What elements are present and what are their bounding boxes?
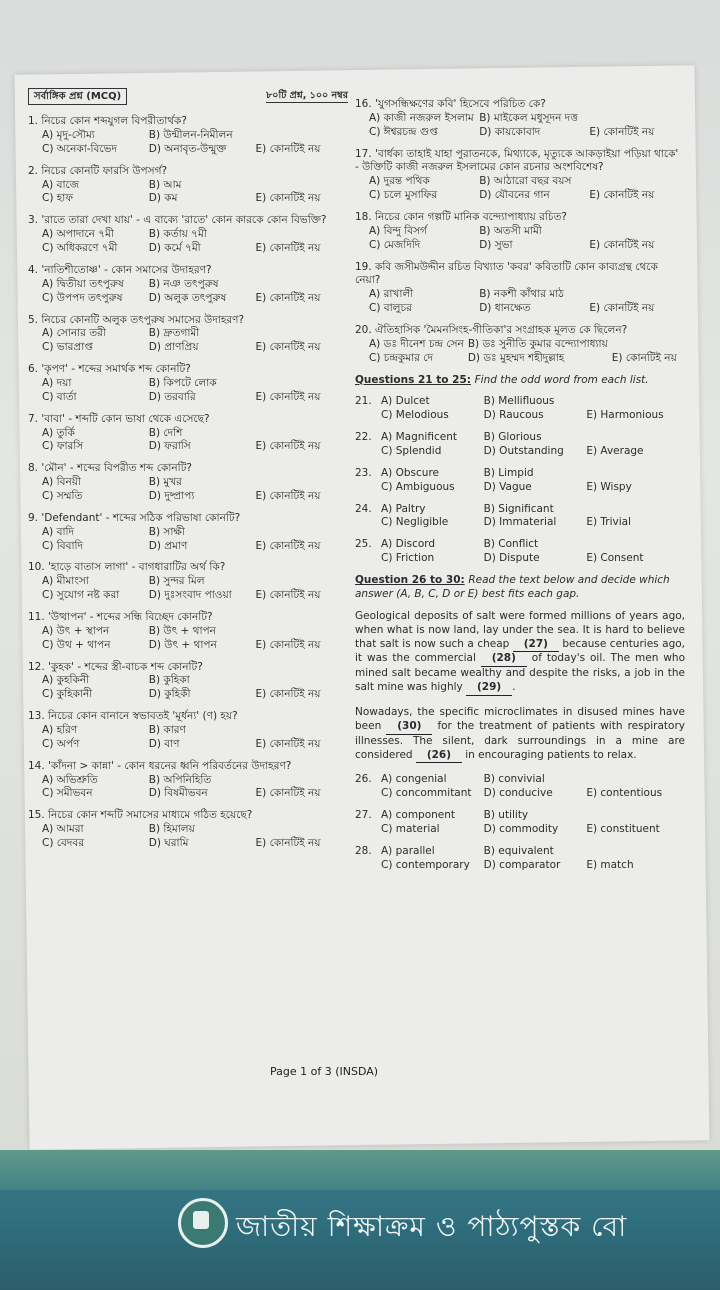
question-text: 16. 'যুগসন্ধিক্ষণের কবি' হিসেবে পরিচিত কে? [355,98,546,110]
left-column [28,88,348,859]
section-heading-26-30 [355,574,685,602]
board-logo-icon [178,1198,228,1248]
option-a: A) মৃদু-সৌম্য [42,129,95,142]
option-d: D) Immaterial [483,516,557,529]
question-item [355,431,685,459]
passage-text: Nowadays, the specific microclimates in disused mines have been [355,705,685,732]
option-d: D) comparator [483,858,561,871]
answer-options [28,674,348,702]
section-label: সর্বাঙ্গিক প্রশ্ন (MCQ) [28,88,127,105]
option-c: C) ঈশ্বরচন্দ্র গুপ্ত [369,125,438,138]
answer-options [28,526,348,554]
question-text: 9. 'Defendant' - শব্দের সঠিক পরিভাষা কোনটি? [28,511,241,524]
option-a: A) রাখালী [369,288,414,301]
option-d: D) ধানক্ষেত [479,302,531,315]
option-b: B) দ্রুতগামী [148,327,200,340]
banner-wave [0,1150,720,1190]
option-b: B) ডঃ সুনীতি কুমার বন্দ্যোপাধ্যায় [467,337,608,350]
option-a: A) Discord [381,538,436,551]
option-e: E) কোনটিই নয় [589,125,655,138]
option-b: B) Limpid [483,466,534,479]
passage-text: Geological deposits of salt were formed millions of years ago, when what is now land, lay under the sea. It is hard to believe that salt is now such a cheap [355,609,685,650]
option-a: A) কাজী নজরুল ইসলাম [369,111,474,124]
option-e: E) কোনটিই নয় [255,390,321,403]
option-e: E) constituent [586,822,660,835]
answer-options [28,724,348,752]
answer-options [28,427,348,455]
answer-options [355,225,685,253]
question-item [28,115,348,157]
option-b: B) কিপটে লোক [148,376,217,389]
question-item [355,538,685,566]
option-a: A) বাদি [42,525,75,538]
answer-options [28,774,348,802]
question-item [355,773,685,801]
option-e: E) Wispy [586,480,632,493]
answer-options [355,845,685,873]
option-a: A) উৎ + স্থাপন [42,624,110,637]
option-d: D) Outstanding [483,445,564,458]
right-column [355,98,685,881]
option-c: C) সুযোগ নষ্ট করা [42,589,120,602]
option-b: B) কর্তায় ৭মী [148,228,207,241]
question-text: 7. 'বাবা' - শব্দটি কোন ভাষা থেকে এসেছে? [28,412,210,425]
answer-options [355,809,685,837]
question-text: 13. নিচের কোন বানানে স্বভাবতই 'মূর্ধন্য' (ণ) হয়? [28,710,238,723]
question-text: 6. 'কৃপণ' - শব্দের সমার্থক শব্দ কোনটি? [28,363,191,376]
question-item [355,211,685,253]
option-d: D) অনাবৃত-উন্মুক্ত [148,142,227,155]
option-d: D) commodity [483,822,559,835]
question-item [355,503,685,531]
question-text: 14. 'কাঁদনা > কান্না' - কোন ধরনের ধ্বনি পরিবর্তনের উদাহরণ? [28,759,292,772]
question-text: 12. 'কুহক' - শব্দের স্ত্রী-বাচক শব্দ কোনটি? [28,660,203,673]
option-b: B) মুখর [148,476,182,489]
question-text: 20. ঐতিহাসিক 'মৈমনসিংহ-গীতিকা'র সংগ্রাহক মূলত কে ছিলেন? [355,324,628,337]
page-footer: Page 1 of 3 (INSDA) [270,1065,379,1078]
option-c: C) চলে মুসাফির [369,189,438,202]
option-e: E) Harmonious [586,409,664,422]
answer-options [28,377,348,405]
question-number: 25. [355,538,372,551]
answer-options [28,179,348,207]
option-d: D) তরবারি [148,390,196,403]
option-a: A) অপাদানে ৭মী [42,228,114,241]
option-a: A) দয়া [42,376,72,389]
question-number: 27. [355,809,372,822]
option-c: C) চন্দ্রকুমার দে [369,351,434,364]
question-item [28,214,348,256]
gap-27: (27) [513,638,559,653]
section-heading-21-25 [355,374,685,388]
question-item [355,467,685,495]
question-item [28,314,348,356]
option-b: B) অতসী মামী [479,224,542,237]
answer-options [355,538,685,566]
option-c: C) বেদবর [42,837,85,849]
option-e: E) কোনটিই নয় [255,688,321,701]
option-a: A) congenial [381,773,447,786]
question-number: 28. [355,844,372,857]
question-item [355,98,685,140]
option-c: C) ভারপ্রাপ্ত [42,341,93,354]
option-a: A) বিনয়ী [42,476,81,489]
answer-options [28,625,348,653]
answer-options [355,467,685,495]
option-a: A) অভিশ্রুতি [42,773,98,786]
option-e: E) কোনটিই নয় [255,737,321,750]
option-b: B) আম [148,178,182,191]
section-title: Question 26 to 30: [355,574,465,587]
option-e: E) কোনটিই নয় [611,351,677,364]
question-item [28,165,348,207]
option-e: E) কোনটিই নয় [589,238,655,251]
question-text: 5. নিচের কোনটি অলুক তৎপুরুষ সমাসের উদাহরণ? [28,313,245,326]
option-b: B) অপিনিহিতি [148,773,212,786]
option-a: A) Magnificent [381,431,457,444]
option-a: A) বাজে [42,178,80,191]
option-e: E) Average [586,445,644,458]
option-c: C) concommitant [381,787,472,800]
option-c: C) বার্তা [42,390,77,403]
option-d: D) দুষ্প্রাপ্য [148,489,195,502]
option-a: A) parallel [381,844,435,857]
question-number: 22. [355,431,372,444]
option-d: D) প্রাণপ্রিয় [148,341,199,354]
gap-30: (30) [386,720,432,735]
option-b: B) নকশী কাঁথার মাঠ [479,288,564,301]
option-b: B) নঞ তৎপুরুষ [148,277,219,290]
passage-paragraph-2 [355,706,685,763]
gap-29: (29) [466,681,512,696]
passage-text: because centuries ago, it was the commercial [355,637,685,665]
option-d: D) উৎ + থাপন [148,638,217,651]
answer-options [28,575,348,603]
question-text: 1. নিচের কোন শব্দযুগল বিপরীতার্থক? [28,115,187,128]
question-item [355,324,685,366]
question-item [28,809,348,851]
answer-options [28,129,348,157]
option-b: B) উৎ + থাপন [148,624,216,637]
answer-options [355,288,685,316]
answer-options [355,773,685,801]
answer-options [355,112,685,140]
option-e: E) কোনটিই নয় [255,787,321,800]
question-item [355,845,685,873]
question-item [28,512,348,554]
question-text: 10. 'হাড়ে বাতাস লাগা' - বাগধারাটির অর্থ কি? [28,561,226,574]
option-e: E) কোনটিই নয় [255,242,321,255]
option-c: C) material [381,822,440,835]
option-a: A) দুরন্ত পথিক [369,175,430,188]
question-item [28,760,348,802]
option-c: C) ফারসি [42,440,84,453]
question-item [355,809,685,837]
section-instruction: Find the odd word from each list. [474,373,649,386]
answer-options [28,327,348,355]
option-e: E) Trivial [586,516,631,529]
option-b: B) মাইকেল মধুসূদন দত্ত [479,111,578,124]
option-b: B) Mellifluous [483,395,555,408]
option-c: C) Splendid [381,445,442,458]
option-d: D) ফরাসি [148,440,191,453]
option-d: D) অলুক তৎপুরুষ [148,291,227,304]
option-c: C) অর্পণ [42,737,80,750]
question-text: 15. নিচের কোন শব্দটি সমাসের মাধ্যমে গঠিত হয়েছে? [28,809,253,822]
question-item [355,395,685,423]
question-text: 3. 'রাতে তারা দেখা যায়' - এ বাক্যে 'রাতে' কোন কারকে কোন বিভক্তি? [28,214,327,227]
option-a: A) component [381,809,456,822]
question-item [28,363,348,405]
question-item [355,261,685,316]
option-c: C) কুহিকানী [42,688,93,701]
option-d: D) কম [148,192,178,205]
answer-options [355,395,685,423]
option-b: B) সুন্দর মিল [148,575,205,588]
option-a: A) সোনার তরী [42,327,106,340]
option-c: C) Negligible [381,516,449,529]
option-a: A) আমরা [42,823,84,836]
option-a: A) কুহকিনী [42,674,90,687]
question-item [28,413,348,455]
answer-options [355,338,685,366]
option-b: B) convivial [483,773,545,786]
option-d: D) Vague [483,480,532,493]
option-c: C) Melodious [381,409,449,422]
option-a: A) ডঃ দীনেশ চন্দ্র সেন [369,337,464,350]
option-d: D) conducive [483,787,553,800]
question-text: 4. 'নাতিশীতোষ্ণ' - কোন সমাসের উদাহরণ? [28,263,212,276]
section-title: Questions 21 to 25: [355,373,471,386]
option-b: B) equivalent [483,844,554,857]
option-c: C) সমীভবন [42,787,93,800]
option-e: E) কোনটিই নয় [589,302,655,315]
option-a: A) তুর্কি [42,426,75,439]
answer-options [355,503,685,531]
option-d: D) ঘরামি [148,837,189,849]
option-b: B) সাক্ষী [148,525,185,538]
option-b: B) আঠারো বছর বয়স [479,175,572,188]
option-c: C) Friction [381,552,435,565]
option-c: C) contemporary [381,858,470,871]
question-item [28,264,348,306]
option-a: A) হরিণ [42,723,78,736]
option-a: A) Dulcet [381,395,430,408]
option-c: C) বালুচর [369,302,412,315]
option-e: E) কোনটিই নয় [255,638,321,651]
question-item [28,611,348,653]
option-c: C) সম্মতি [42,489,83,502]
option-d: D) Raucous [483,409,544,422]
answer-options [355,175,685,203]
passage-text: for the treatment of patients with respiratory illnesses. The silent, dark surroundings in a mine are considered [355,719,685,761]
passage-paragraph-1: Geological deposits of salt were formed millions of years ago, when what is now land, lay under the sea. It is hard to believe that salt is now such a cheap (27) because centuries ago, it was the commercial (28) of today's oil. The men who mined salt became wealthy and despite the risks, a job in the salt mine was highly (29) . [355,610,685,696]
question-number: 26. [355,773,372,786]
answer-options [28,228,348,256]
answer-options [28,476,348,504]
gap-26: (26) [416,749,462,764]
option-a: A) বিন্দু বিসর্গ [369,224,427,237]
option-c: C) বিবাদি [42,539,84,552]
option-d: D) যৌবনের গান [479,189,550,202]
question-text: 17. 'বার্ধক্য তাহাই যাহা পুরাতনকে, মিথ্যাকে, মৃত্যুকে আকড়াইয়া পড়িয়া থাকে' - উক্তিটি কাজী নজরুল ইসলামের কোন রচনার অংশবিশেষ? [355,147,679,174]
question-number: 23. [355,466,372,479]
option-e: E) কোনটিই নয় [255,440,321,453]
option-c: C) মেজদিদি [369,238,421,251]
option-e: E) contentious [586,787,663,800]
option-e: E) কোনটিই নয় [255,589,321,602]
option-e: E) কোনটিই নয় [255,489,321,502]
option-b: B) Significant [483,502,554,515]
option-e: E) কোনটিই নয় [255,341,321,354]
option-e: E) কোনটিই নয় [255,291,321,304]
paper-header [28,88,348,105]
board-title: জাতীয় শিক্ষাক্রম ও পাঠ্যপুস্তক বো [236,1210,628,1243]
option-c: C) অধিকরণে ৭মী [42,242,118,255]
option-a: A) দ্বিতীয়া তৎপুরুষ [42,277,124,290]
option-d: D) বাণ [148,737,180,750]
option-b: B) দেশি [148,426,183,439]
question-item [355,148,685,203]
option-c: C) হাফ [42,192,74,205]
answer-options [28,823,348,851]
option-e: E) কোনটিই নয় [255,837,321,849]
option-e: E) match [586,858,634,871]
option-d: D) সুভা [479,238,513,251]
question-text: 19. কবি জসীমউদ্দীন রচিত বিখ্যাত 'কবর' কবিতাটি কোন কাব্যগ্রন্থ থেকে নেয়া? [355,260,658,287]
question-item [28,661,348,703]
question-text: 2. নিচের কোনটি ফারসি উপসর্গ? [28,164,168,177]
option-e: E) Consent [586,552,644,565]
question-text: 11. 'উত্থাপন' - শব্দের সন্ধি বিচ্ছেদ কোনটি? [28,610,213,623]
option-b: B) হিমালয় [148,823,195,836]
passage-text: in encouraging patients to relax. [465,748,637,761]
question-item [28,561,348,603]
question-text: 8. 'মৌন' - শব্দের বিপরীত শব্দ কোনটি? [28,462,192,475]
question-text: 18. নিচের কোন গল্পটি মানিক বন্দ্যোপাধ্যায় রচিত? [355,211,567,224]
question-item [28,462,348,504]
option-c: C) উথ + থাপন [42,638,111,651]
section-instruction: Read the text below and decide which answer (A, B, C, D or E) best fits each gap. [355,574,670,600]
option-d: D) বিষমীভবন [148,787,208,800]
option-d: D) কুহিকী [148,688,191,701]
option-b: B) উন্মীলন-নিমীলন [148,129,233,142]
option-a: A) Paltry [381,502,426,515]
marks-label: ৮০টি প্রশ্ন, ১০০ নম্বর [266,90,348,104]
option-c: C) Ambiguous [381,480,455,493]
answer-options [28,278,348,306]
option-a: A) মীমাংসা [42,575,89,588]
option-e: E) কোনটিই নয় [255,539,321,552]
passage-text: of today's oil. The men who mined salt became wealthy and despite the risks, a job in the salt mine was highly [355,652,685,694]
question-item [28,710,348,752]
option-b: B) কারণ [148,723,186,736]
option-b: B) কুহিকা [148,674,190,687]
option-e: E) কোনটিই নয় [255,192,321,205]
option-d: D) দুঃসংবাদ পাওয়া [148,589,232,602]
gap-28: (28) [481,652,527,667]
option-d: D) কায়কোবাদ [479,125,541,138]
question-number: 24. [355,502,372,515]
option-d: D) Dispute [483,552,540,565]
option-d: D) ডঃ মুহম্মদ শহীদুল্লাহ [467,351,565,364]
option-d: D) কর্মে ৭মী [148,242,201,255]
option-b: B) Conflict [483,538,539,551]
answer-options [355,431,685,459]
question-number: 21. [355,395,372,408]
option-a: A) Obscure [381,466,439,479]
option-b: B) utility [483,809,529,822]
option-d: D) প্রমাণ [148,539,188,552]
option-b: B) Glorious [483,431,542,444]
option-c: C) অনেকা-বিভেদ [42,142,117,155]
option-e: E) কোনটিই নয় [255,142,321,155]
option-c: C) উপপদ তৎপুরুষ [42,291,123,304]
option-e: E) কোনটিই নয় [589,189,655,202]
